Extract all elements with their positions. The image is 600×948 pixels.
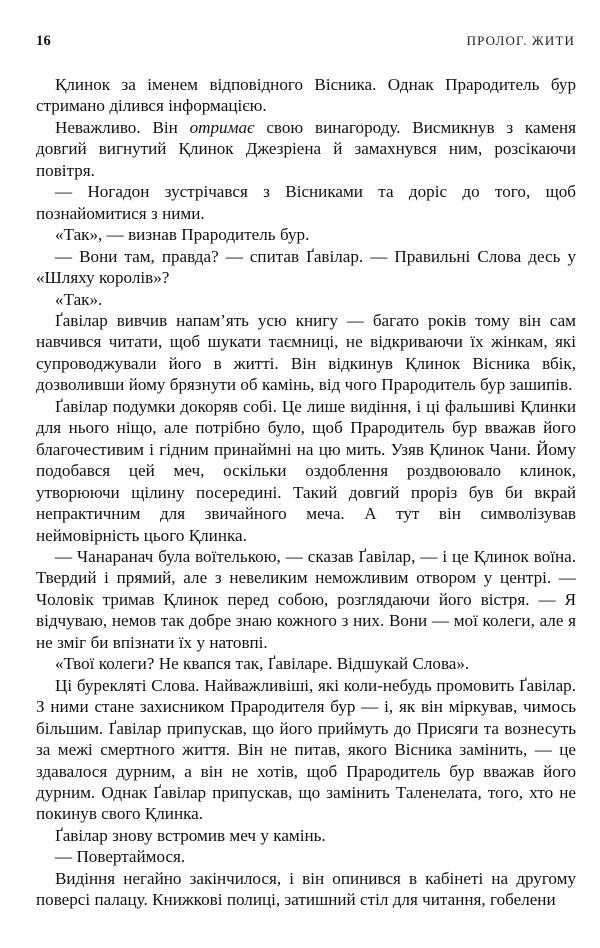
running-head: [36, 33, 575, 53]
paragraph: — Чанаранач була воїтелькою, — сказав Ґавілар, — і це Қлинок воїна. Твердий і прямий, але з невеликим неможливим отвором у центрі. — Чоловік тримав Қлинок перед собою, розглядаючи його вістря. — Я відчуваю, немов так добре знаю кожного з них. Вони — мої колеги, але я не зміг би впізнати їх у натовпі.: [36, 546, 576, 652]
paragraph: — Повертаймося.: [55, 847, 186, 867]
paragraph: «Так».: [55, 289, 103, 309]
paragraph: Қлинок за іменем відповідного Вісника. Однак Прародитель бур стримано ділився інформацією.: [36, 75, 576, 116]
paragraph: «Так», — визнав Прародитель бур.: [55, 225, 310, 245]
chapter-running-title: ПРОЛОГ. ЖИТИ: [466, 33, 575, 48]
paragraph: Ці бурекляті Слова. Найважливіші, які коли-небудь промовить Ґавілар. З ними стане захисником Прародителя бур — і, як він міркував, чимось більшим. Ґавілар припускав, що його приймуть до Присяги та вознесуть за межі смертного життя. Він не питав, якого Вісника замінить, — це здавалося дурним, а він не хотів, щоб Прародитель бур вважав його дурним. Однак Ґавілар припускав, що замінить Таленелата, того, хто не покинув свого Қлинка.: [36, 675, 576, 824]
page-number: 16: [36, 33, 51, 49]
emphasis-text: отримає: [189, 117, 255, 137]
paragraph: — Ногадон зустрічався з Вісниками та доріс до того, щоб познайомитися з ними.: [36, 182, 576, 223]
paragraph: Ґавілар вивчив напам’ять усю книгу — багато років тому він сам навчився читати, щоб шукати таємниці, не відкриваючи їх жінкам, які супроводжували його в житті. Він відкинув Қлинок Вісника вбік, дозволивши йому брязнути об камінь, від чого Прародитель бур зашипів.: [36, 310, 576, 395]
text-run: свою винагороду. Висмикнув з каменя довгий вигнутий Қлинок Джезріена й замахнувся ним, розсікаючи повітря.: [36, 117, 576, 180]
text-run: Неважливо. Він: [55, 117, 190, 137]
paragraph: Видіння негайно закінчилося, і він опинився в кабінеті на другому поверсі палацу. Книжкові полиці, затишний стіл для читання, гобелени: [36, 868, 576, 910]
body-text-block: [36, 74, 576, 911]
paragraph: Ґавілар подумки докоряв собі. Це лише видіння, і ці фальшиві Қлинки для нього ніщо, але потрібно було, щоб Прародитель бур вважав його благочестивим і гідним принаймні на цю мить. Узяв Қлинок Чани. Йому подобався цей меч, оскільки оздоблення роздвоювало клинок, утворюючи щілину посередині. Такий довгий проріз був би вкрай непрактичним для звичайного меча. А тут він символізував неймовірність цього Қлинка.: [36, 396, 576, 545]
paragraph: Ґавілар знову встромив меч у камінь.: [55, 825, 326, 845]
paragraph: «Твої колеги? Не квапся так, Ґавіларе. Відшукай Слова».: [55, 654, 470, 674]
paragraph: [36, 117, 576, 181]
paragraph: — Вони там, правда? — спитав Ґавілар. — Правильні Слова десь у «Шляху королів»?: [36, 246, 576, 288]
